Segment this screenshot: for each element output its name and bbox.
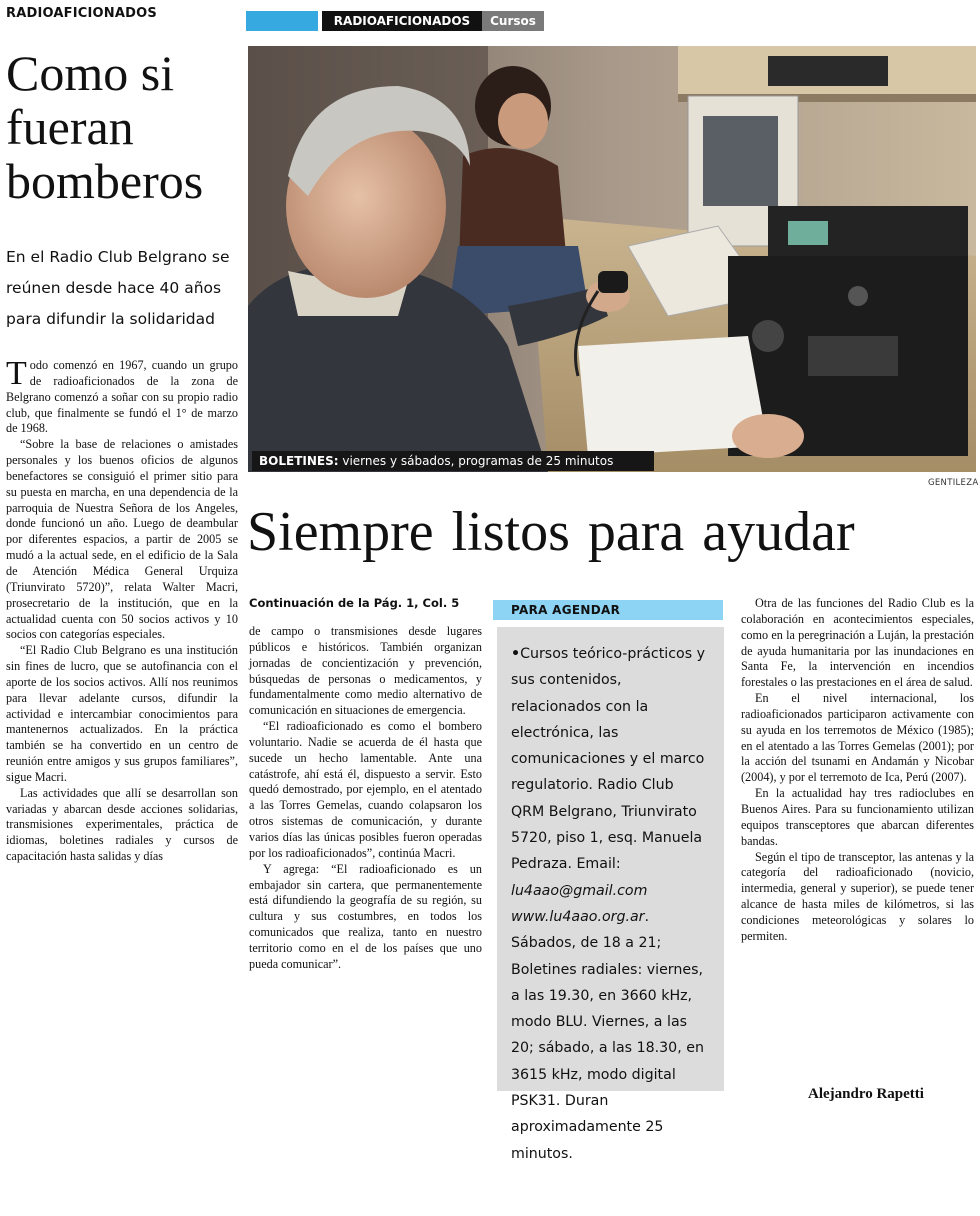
caption-label: BOLETINES: xyxy=(259,454,339,468)
agenda-email: lu4aao@gmail.com xyxy=(511,882,648,899)
photo-radio-operators xyxy=(248,46,976,472)
section-label: RADIOAFICIONADOS xyxy=(6,6,157,21)
caption-text: viernes y sábados, programas de 25 minutos xyxy=(338,454,614,468)
left-paragraph-text: odo comenzó en 1967, cuando un grupo de radioaficionados de la zona de Belgrano comenzó a soñar con su propio radio club, que finalmente se fundó el 1° de marzo de 1968. xyxy=(6,358,238,436)
left-deck-line: En el Radio Club Belgrano se xyxy=(6,248,230,266)
drop-cap: T xyxy=(6,355,27,392)
right-column xyxy=(741,596,974,945)
middle-paragraph: Y agrega: “El radioaficionado es un embajador sin cartera, que permanentemente está difundiendo la geografía de su región, su cultura y sus costumbres, en todos los comunicados que realiza, tanto en nuestro territorio como en el de los países que uno pueda comunicar”. xyxy=(249,861,482,971)
left-headline-line: bomberos xyxy=(6,153,204,209)
left-body xyxy=(6,355,238,865)
middle-column xyxy=(249,624,482,973)
tabbar-accent xyxy=(246,11,318,31)
tabbar-subsection: Cursos xyxy=(482,11,544,31)
left-deck-line: reúnen desde hace 40 años xyxy=(6,279,222,297)
bullet-icon: • xyxy=(511,646,521,662)
left-headline-line: Como si xyxy=(6,45,175,101)
agenda-website: www.lu4aao.org.ar xyxy=(511,908,645,925)
middle-paragraph: “El radioaficionado es como el bombero voluntario. Nadie se acuerda de él hasta que sucede un hecho lamentable. Ante una catástrofe, ahí está él, dispuesto a servir. Esto quedó demostrado, por ejemplo, en el atentado a las Torres Gemelas, cuando colapsaron los otros sistemas de comunicación, y durante varios días las únicas posibles fueron operadas por los radioaficionados”, continúa Macri. xyxy=(249,719,482,860)
section-tabbar xyxy=(246,11,544,31)
left-deck-line: para difundir la solidaridad xyxy=(6,310,215,328)
middle-paragraph: de campo o transmisiones desde lugares públicos e históricos. También organizan jornadas de concientización y prevención, búsquedas de personas o medicamentos, y fundamentalmente como medio alternativo de comunicación en situaciones de emergencia. xyxy=(249,624,482,718)
photo-caption xyxy=(252,451,654,471)
right-paragraph: Según el tipo de transceptor, las antenas y la categoría del radioaficionado (novicio, intermedia, general y superior), se puede tener alcance de hasta miles de kilómetros, si las condiciones meteorológicas y solares lo permiten. xyxy=(741,849,974,943)
left-paragraph xyxy=(6,355,238,437)
agenda-text: Cursos teórico-prácticos y sus contenidos, relacionados con la electrónica, las comunicaciones y el marco regulatorio. Radio Club QRM Belgrano, Triunvirato 5720, piso 1, esq. Manuela Pedraza. Email: xyxy=(511,646,706,873)
left-paragraph: Las actividades que allí se desarrollan son variadas y abarcan desde acciones solidarias, transmisiones experimentales, práctica de idiomas, boletines radiales y cursos de capacitación hasta salidas y días xyxy=(6,785,238,864)
agenda-box xyxy=(497,627,724,1162)
tabbar-section: RADIOAFICIONADOS xyxy=(322,11,482,31)
right-paragraph: Otra de las funciones del Radio Club es la colaboración en acontecimientos especiales, como en la peregrinación a Luján, la prestación de ayuda humanitaria por las inundaciones en Santa Fe, la intervención en incendios forestales o las prestaciones en el área de salud. xyxy=(741,596,974,690)
right-paragraph: En la actualidad hay tres radioclubes en Buenos Aires. Para su funcionamiento utilizan equipos transceptores que abarcan diferentes bandas. xyxy=(741,786,974,848)
author-byline: Alejandro Rapetti xyxy=(808,1086,924,1102)
right-paragraph: En el nivel internacional, los radioaficionados participaron activamente con su ayuda en los terremotos de México (1985); en el atentado a las Torres Gemelas (2001); por la acción del tsunami en Andamán y Nicobar (2004), y por el terremoto de Ica, Perú (2007). xyxy=(741,691,974,785)
agenda-header: PARA AGENDAR xyxy=(493,600,723,620)
left-paragraph: “Sobre la base de relaciones o amistades personales y los buenos oficios de algunos benefactores se consiguió el primer sitio para su puesta en marcha, en una dependencia de la parroquia de Nuestra Señora de los Angeles, donde funcionó un año. Luego de deambular por diferentes espacios, a partir de 2005 se mudó a la actual sede, en el edificio de la Sala de Atención Médica General Urquiza (Triunvirato 5720)”, relata Walter Macri, prosecretario de la institución, que en la actualidad cuenta con 50 socios activos y 10 socios con categorías especiales. xyxy=(6,437,238,642)
agenda-text-continued: . Sábados, de 18 a 21; Boletines radiales: viernes, a las 19.30, en 3660 kHz, modo BLU. Viernes, a las 20; sábado, a las 18.30, en 3615 kHz, modo digital PSK31. Duran aproximadamente 25 minutos. xyxy=(511,908,704,1162)
main-headline: Siempre listos para ayudar xyxy=(247,501,855,563)
photo-credit: GENTILEZA xyxy=(928,478,979,488)
left-paragraph: “El Radio Club Belgrano es una institución sin fines de lucro, que se autofinancia con el aporte de los socios activos. Allí nos reunimos para llevar adelante cursos, difundir la actividad e intercambiar conocimientos para mantenernos actualizados. En la práctica también se ha convertido en un centro de reunión entre amigos y sus grupos familiares”, sigue Macri. xyxy=(6,643,238,784)
left-headline-line: fueran xyxy=(6,99,134,155)
continuation-note: Continuación de la Pág. 1, Col. 5 xyxy=(249,596,460,610)
left-deck xyxy=(6,242,238,335)
photo-illustration xyxy=(248,46,976,472)
left-headline xyxy=(6,46,241,208)
